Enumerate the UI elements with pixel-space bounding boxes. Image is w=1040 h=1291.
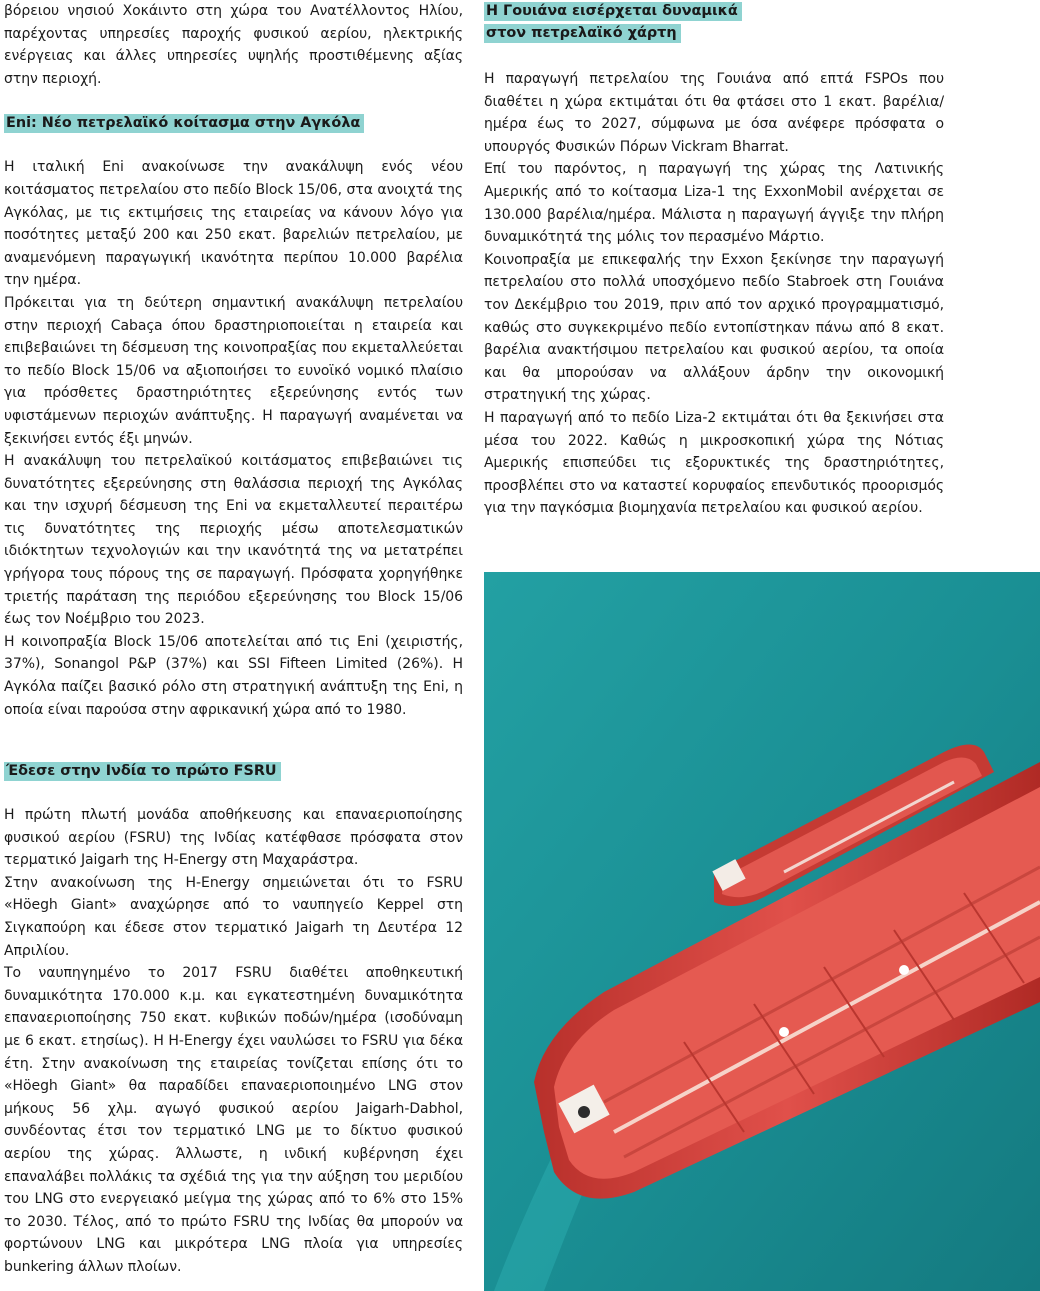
guyana-paragraph: Η παραγωγή από το πεδίο Liza-2 εκτιμάται ότι θα ξεκινήσει στα μέσα του 2022. Καθώς η μικροσκοπική χώρα της Νότιας Αμερικής επισπεύδει τις εξορυκτικές της δραστηριότητες, προσβλέπει στο να καταστεί κορυφαίος επενδυτικός προορισμός για την παγκόσμια βιομηχανία πετρελαίου και φυσικού αερίου.: [484, 409, 944, 517]
guyana-paragraph: Επί του παρόντος, η παραγωγή της χώρας της Λατινικής Αμερικής από το κοίτασμα Liza-1 της ExxonMobil ανέρχεται σε 130.000 βαρέλια/ημέρα. Μάλιστα η παραγωγή άγγιξε την πλήρη δυναμικότητά της μόλις τον περασμένο Μάρτιο.: [484, 161, 944, 246]
fsru-paragraph: Η πρώτη πλωτή μονάδα αποθήκευσης και επαναεριοποίησης φυσικού αερίου (FSRU) της Ινδίας κατέφθασε πρόσφατα στον τερματικό Jaigarh της H-Energy στη Μαχαράστρα.: [4, 807, 463, 869]
left-column: [4, 0, 463, 721]
eni-heading-wrap: [4, 112, 463, 134]
fsru-heading-wrap: [4, 760, 463, 782]
fsru-paragraph: Το ναυπηγημένο το 2017 FSRU διαθέτει αποθηκευτική δυναμικότητα 170.000 κ.μ. και εγκατεστημένη δυναμικότητα επαναεριοποίησης 750 εκατ. κυβικών ποδών/ημέρα (ισοδύναμη με 6 εκατ. ετησίως). Η H-Energy έχει ναυλώσει το FSRU για δέκα έτη. Στην ανακοίνωση της εταιρείας τονίζεται επίσης ότι το «Höegh Giant» θα παραδίδει επαναεριοποιημένο LNG στον μήκους 56 χλμ. αγωγό φυσικού αερίου Jaigarh-Dabhol, συνδέοντας έτσι τον τερματικό LNG με το δίκτυο φυσικού αερίου της χώρας. Άλλωστε, η ινδική κυβέρνηση έχει επαναλάβει πολλάκις τα σχέδιά της για την αύξηση του μεριδίου του LNG στο ενεργειακό μείγμα της χώρας από το 6% στο 15% το 2030. Τέλος, από το πρώτο FSRU της Ινδίας θα μπορούν να φορτώνουν LNG και μικρότερα LNG πλοία για υπηρεσίες bunkering άλλων πλοίων.: [4, 965, 463, 1275]
eni-paragraph: Πρόκειται για τη δεύτερη σημαντική ανακάλυψη πετρελαίου στην περιοχή Cabaça όπου δραστηριοποιείται η εταιρεία και επιβεβαιώνει τη δέσμευση της κοινοπραξίας που εκμεταλλεύεται το πεδίο Block 15/06 να αξιοποιήσει το ευνοϊκό νομικό πλαίσιο για πρόσθετες δραστηριότητες εξερεύνησης εντός των υφιστάμενων περιοχών ανάπτυξης. Η παραγωγή αναμένεται να ξεκινήσει εντός έξι μηνών.: [4, 294, 463, 447]
left-column-bottom: [4, 760, 463, 1278]
guyana-heading-wrap: [484, 0, 944, 44]
tanker-illustration: [484, 572, 1040, 1291]
right-column: [484, 0, 944, 520]
tanker-photo: [484, 572, 1040, 1291]
guyana-paragraph: Κοινοπραξία με επικεφαλής την Exxon ξεκίνησε την παραγωγή πετρελαίου στο πολλά υποσχόμενο πεδίο Stabroek στη Γουιάνα τον Δεκέμβριο του 2019, πριν από τον αρχικό προγραμματισμό, καθώς στο συγκεκριμένο πεδίο εντοπίστηκαν πάνω από 8 εκατ. βαρέλια ανακτήσιμου πετρελαίου και φυσικού αερίου, τα οποία και θα μπορούσαν να αλλάξουν άρδην την οικονομική στρατηγική της χώρας.: [484, 251, 944, 404]
eni-paragraph: Η ιταλική Eni ανακοίνωσε την ανακάλυψη ενός νέου κοιτάσματος πετρελαίου στο πεδίο Block 15/06, στα ανοιχτά της Αγκόλας, με τις εκτιμήσεις της εταιρείας να κάνουν λόγο για ποσότητες μεταξύ 200 και 250 εκατ. βαρελιών πετρελαίου, με αναμενόμενη παραγωγική ικανότητα περίπου 10.000 βαρέλια την ημέρα.: [4, 159, 463, 289]
eni-paragraph: Η κοινοπραξία Block 15/06 αποτελείται από τις Eni (χειριστής, 37%), Sonangol P&P (37%) και SSI Fifteen Limited (26%). Η Αγκόλα παίζει βασικό ρόλο στη στρατηγική ανάπτυξη της Eni, η οποία είναι παρούσα στην αφρικανική χώρα από το 1980.: [4, 633, 463, 718]
guyana-heading-line2: στον πετρελαϊκό χάρτη: [484, 24, 681, 43]
fsru-paragraph: Στην ανακοίνωση της H-Energy σημειώνεται ότι το FSRU «Höegh Giant» αναχώρησε από το ναυπηγείο Keppel στη Σιγκαπούρη και έδεσε στον τερματικό Jaigarh τη Δευτέρα 12 Απριλίου.: [4, 874, 463, 959]
fsru-heading: Έδεσε στην Ινδία το πρώτο FSRU: [4, 762, 281, 781]
intro-paragraph: βόρειου νησιού Χοκάιντο στη χώρα του Ανατέλλοντος Ηλίου, παρέχοντας υπηρεσίες παροχής φυσικού αερίου, ηλεκτρικής ενέργειας και άλλες υπηρεσίες υψηλής προστιθέμενης αξίας στην περιοχή.: [4, 3, 463, 87]
eni-paragraph: Η ανακάλυψη του πετρελαϊκού κοιτάσματος επιβεβαιώνει τις δυνατότητες εξερεύνησης στη θαλάσσια περιοχή της Αγκόλας και την ισχυρή δέσμευση της Eni να εκμεταλλευτεί περαιτέρω τις δυνατότητες της περιοχής μέσω αποτελεσματικών ιδιόκτητων τεχνολογιών και την ικανότητά της να μετατρέπει γρήγορα τους πόρους της σε παραγωγή. Πρόσφατα χορηγήθηκε τριετής παράταση της περιόδου εξερεύνησης του Block 15/06 έως τον Νοέμβριο του 2023.: [4, 453, 463, 628]
guyana-paragraph: Η παραγωγή πετρελαίου της Γουιάνα από επτά FSPOs που διαθέτει η χώρα εκτιμάται ότι θα φτάσει στο 1 εκατ. βαρέλια/ημέρα έως το 2027, σύμφωνα με όσα ανέφερε πρόσφατα ο υπουργός Φυσικών Πόρων Vickram Bharrat.: [484, 71, 944, 155]
guyana-heading-line1: Η Γουιάνα εισέρχεται δυναμικά: [484, 2, 742, 21]
eni-heading: Eni: Νέο πετρελαϊκό κοίτασμα στην Αγκόλα: [4, 114, 364, 133]
